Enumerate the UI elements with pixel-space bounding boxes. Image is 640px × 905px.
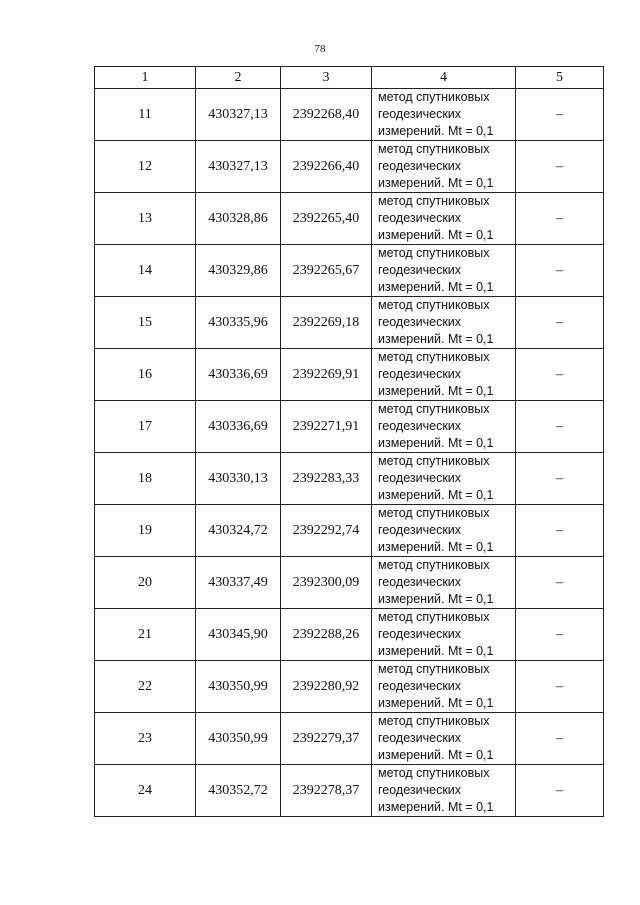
point-number-cell: 16 (95, 349, 196, 401)
method-text-line: измерений. Mt = 0,1 (378, 488, 494, 502)
x-coordinate-cell: 430336,69 (196, 401, 281, 453)
note-cell: – (516, 765, 604, 817)
point-number-cell: 17 (95, 401, 196, 453)
method-text-line: метод спутниковых (378, 90, 490, 104)
x-coordinate-cell: 430328,86 (196, 193, 281, 245)
x-coordinate-cell: 430330,13 (196, 453, 281, 505)
method-text-line: геодезических (378, 419, 462, 433)
y-coordinate-cell: 2392265,40 (281, 193, 372, 245)
method-text-line: метод спутниковых (378, 142, 490, 156)
point-number-cell: 19 (95, 505, 196, 557)
header-col-3: 3 (281, 67, 372, 89)
y-coordinate-cell: 2392271,91 (281, 401, 372, 453)
method-cell (372, 609, 516, 661)
method-cell (372, 89, 516, 141)
table-row (95, 505, 604, 557)
table-row (95, 245, 604, 297)
method-text-line: метод спутниковых (378, 662, 490, 676)
table-row (95, 89, 604, 141)
table-row (95, 453, 604, 505)
method-text-line: измерений. Mt = 0,1 (378, 280, 494, 294)
point-number-cell: 12 (95, 141, 196, 193)
point-number-cell: 14 (95, 245, 196, 297)
point-number-cell: 11 (95, 89, 196, 141)
table-header-row (95, 67, 604, 89)
method-text-line: измерений. Mt = 0,1 (378, 644, 494, 658)
method-text-line: геодезических (378, 367, 462, 381)
method-text-line: метод спутниковых (378, 402, 490, 416)
method-text-line: метод спутниковых (378, 350, 490, 364)
table-row (95, 349, 604, 401)
method-cell (372, 713, 516, 765)
point-number-cell: 21 (95, 609, 196, 661)
method-text-line: метод спутниковых (378, 246, 490, 260)
y-coordinate-cell: 2392283,33 (281, 453, 372, 505)
method-text-line: геодезических (378, 523, 462, 537)
point-number-cell: 13 (95, 193, 196, 245)
method-cell (372, 505, 516, 557)
table-row (95, 401, 604, 453)
method-cell (372, 661, 516, 713)
note-cell: – (516, 193, 604, 245)
note-cell: – (516, 557, 604, 609)
y-coordinate-cell: 2392280,92 (281, 661, 372, 713)
table-row (95, 193, 604, 245)
method-cell (372, 765, 516, 817)
x-coordinate-cell: 430350,99 (196, 713, 281, 765)
method-cell (372, 401, 516, 453)
note-cell: – (516, 401, 604, 453)
method-text-line: измерений. Mt = 0,1 (378, 332, 494, 346)
note-cell: – (516, 89, 604, 141)
header-col-1: 1 (95, 67, 196, 89)
y-coordinate-cell: 2392292,74 (281, 505, 372, 557)
note-cell: – (516, 245, 604, 297)
x-coordinate-cell: 430350,99 (196, 661, 281, 713)
x-coordinate-cell: 430329,86 (196, 245, 281, 297)
y-coordinate-cell: 2392266,40 (281, 141, 372, 193)
method-text-line: метод спутниковых (378, 506, 490, 520)
point-number-cell: 18 (95, 453, 196, 505)
table-row (95, 297, 604, 349)
note-cell: – (516, 505, 604, 557)
method-cell (372, 193, 516, 245)
y-coordinate-cell: 2392269,91 (281, 349, 372, 401)
coordinates-table (94, 66, 604, 817)
note-cell: – (516, 141, 604, 193)
note-cell: – (516, 661, 604, 713)
x-coordinate-cell: 430324,72 (196, 505, 281, 557)
method-text-line: геодезических (378, 731, 462, 745)
method-text-line: геодезических (378, 107, 462, 121)
method-text-line: метод спутниковых (378, 298, 490, 312)
y-coordinate-cell: 2392268,40 (281, 89, 372, 141)
method-text-line: метод спутниковых (378, 454, 490, 468)
table-row (95, 661, 604, 713)
note-cell: – (516, 713, 604, 765)
method-text-line: геодезических (378, 783, 462, 797)
x-coordinate-cell: 430327,13 (196, 89, 281, 141)
method-text-line: геодезических (378, 315, 462, 329)
method-text-line: метод спутниковых (378, 558, 490, 572)
y-coordinate-cell: 2392278,37 (281, 765, 372, 817)
method-cell (372, 245, 516, 297)
method-text-line: метод спутниковых (378, 766, 490, 780)
method-text-line: геодезических (378, 211, 462, 225)
table-row (95, 609, 604, 661)
method-cell (372, 349, 516, 401)
method-text-line: измерений. Mt = 0,1 (378, 540, 494, 554)
point-number-cell: 15 (95, 297, 196, 349)
table-row (95, 765, 604, 817)
method-text-line: измерений. Mt = 0,1 (378, 592, 494, 606)
y-coordinate-cell: 2392279,37 (281, 713, 372, 765)
method-cell (372, 453, 516, 505)
header-col-2: 2 (196, 67, 281, 89)
method-text-line: измерений. Mt = 0,1 (378, 384, 494, 398)
method-text-line: метод спутниковых (378, 610, 490, 624)
method-cell (372, 557, 516, 609)
x-coordinate-cell: 430327,13 (196, 141, 281, 193)
method-text-line: геодезических (378, 263, 462, 277)
point-number-cell: 24 (95, 765, 196, 817)
x-coordinate-cell: 430352,72 (196, 765, 281, 817)
y-coordinate-cell: 2392288,26 (281, 609, 372, 661)
method-text-line: измерений. Mt = 0,1 (378, 124, 494, 138)
method-text-line: измерений. Mt = 0,1 (378, 228, 494, 242)
method-text-line: геодезических (378, 471, 462, 485)
x-coordinate-cell: 430337,49 (196, 557, 281, 609)
method-text-line: измерений. Mt = 0,1 (378, 176, 494, 190)
page-number: 78 (314, 43, 326, 55)
method-text-line: измерений. Mt = 0,1 (378, 748, 494, 762)
y-coordinate-cell: 2392265,67 (281, 245, 372, 297)
method-text-line: измерений. Mt = 0,1 (378, 436, 494, 450)
note-cell: – (516, 297, 604, 349)
method-text-line: метод спутниковых (378, 194, 490, 208)
method-cell (372, 297, 516, 349)
note-cell: – (516, 609, 604, 661)
point-number-cell: 22 (95, 661, 196, 713)
y-coordinate-cell: 2392300,09 (281, 557, 372, 609)
method-text-line: геодезических (378, 679, 462, 693)
table-row (95, 557, 604, 609)
header-col-5: 5 (516, 67, 604, 89)
method-text-line: геодезических (378, 575, 462, 589)
method-text-line: геодезических (378, 627, 462, 641)
note-cell: – (516, 453, 604, 505)
table-row (95, 713, 604, 765)
table-body (95, 67, 604, 817)
y-coordinate-cell: 2392269,18 (281, 297, 372, 349)
method-text-line: геодезических (378, 159, 462, 173)
note-cell: – (516, 349, 604, 401)
x-coordinate-cell: 430335,96 (196, 297, 281, 349)
header-col-4: 4 (372, 67, 516, 89)
method-cell (372, 141, 516, 193)
point-number-cell: 23 (95, 713, 196, 765)
method-text-line: измерений. Mt = 0,1 (378, 800, 494, 814)
x-coordinate-cell: 430336,69 (196, 349, 281, 401)
table-row (95, 141, 604, 193)
method-text-line: метод спутниковых (378, 714, 490, 728)
point-number-cell: 20 (95, 557, 196, 609)
x-coordinate-cell: 430345,90 (196, 609, 281, 661)
method-text-line: измерений. Mt = 0,1 (378, 696, 494, 710)
